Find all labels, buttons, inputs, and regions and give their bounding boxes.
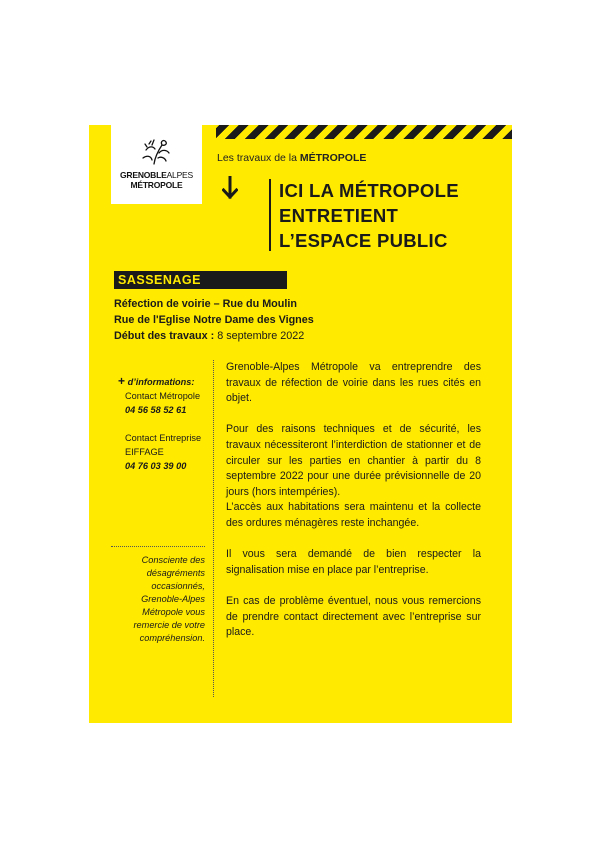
contact-info: [118, 374, 201, 473]
contact2-phone: 04 76 03 39 00: [125, 461, 187, 471]
thanks-note: Consciente des désagréments occasionnés, Grenoble-Alpes Métropole vous remercie de votre compréhension.: [133, 555, 205, 643]
body-paragraph: Pour des raisons techniques et de sécurité, les travaux nécessiteront l’interdiction de stationner et de circuler sur les parties en chantier à partir du 8 septembre 2022 pour une durée prévisionnelle de 20 jours (hors intempéries).: [226, 423, 481, 498]
thanks-divider: [111, 546, 205, 547]
headline-line: ENTRETIENT: [279, 205, 399, 226]
contact2-label: Contact Entreprise: [125, 433, 202, 443]
headline-divider: [269, 179, 271, 251]
tagline: Les travaux de la MÉTROPOLE: [217, 152, 367, 164]
contact2-company: EIFFAGE: [125, 447, 164, 457]
body-paragraph: L’accès aux habitations sera maintenu et la collecte des ordures ménagères reste inchangée.: [226, 501, 481, 529]
works-subject: [114, 296, 314, 344]
headline-line: ICI LA MÉTROPOLE: [279, 180, 459, 201]
body-paragraph: Grenoble-Alpes Métropole va entreprendre des travaux de réfection de voirie dans les rues cités en objet.: [226, 361, 481, 405]
plus-icon: +: [118, 374, 126, 388]
notice-poster: [89, 125, 512, 723]
headline: [279, 178, 459, 253]
body-paragraph: Il vous sera demandé de bien respecter la signalisation mise en place par l’entreprise.: [226, 548, 481, 576]
logo-line2: MÉTROPOLE: [130, 180, 183, 190]
body-paragraph: En cas de problème éventuel, nous vous remercions de prendre contact directement avec l’entreprise sur place.: [226, 594, 481, 639]
subject-line: Réfection de voirie – Rue du Moulin: [114, 298, 297, 310]
city-banner: SASSENAGE: [114, 271, 287, 289]
info-heading: + d’informations:: [118, 374, 195, 388]
down-arrow-icon: [222, 176, 238, 200]
logo-line1: GRENOBLEALPES: [120, 170, 193, 180]
subject-line: Rue de l'Eglise Notre Dame des Vignes: [114, 314, 314, 326]
contact1-phone: 04 56 58 52 61: [125, 405, 187, 415]
alpine-plant-logo-icon: [139, 137, 175, 167]
start-date-line: Début des travaux : 8 septembre 2022: [114, 330, 305, 342]
hazard-stripes: [216, 125, 512, 139]
notice-body: [226, 360, 481, 656]
headline-line: L’ESPACE PUBLIC: [279, 230, 448, 251]
contact1-label: Contact Métropole: [125, 391, 201, 401]
logo: [111, 125, 202, 204]
column-divider: [213, 360, 215, 697]
